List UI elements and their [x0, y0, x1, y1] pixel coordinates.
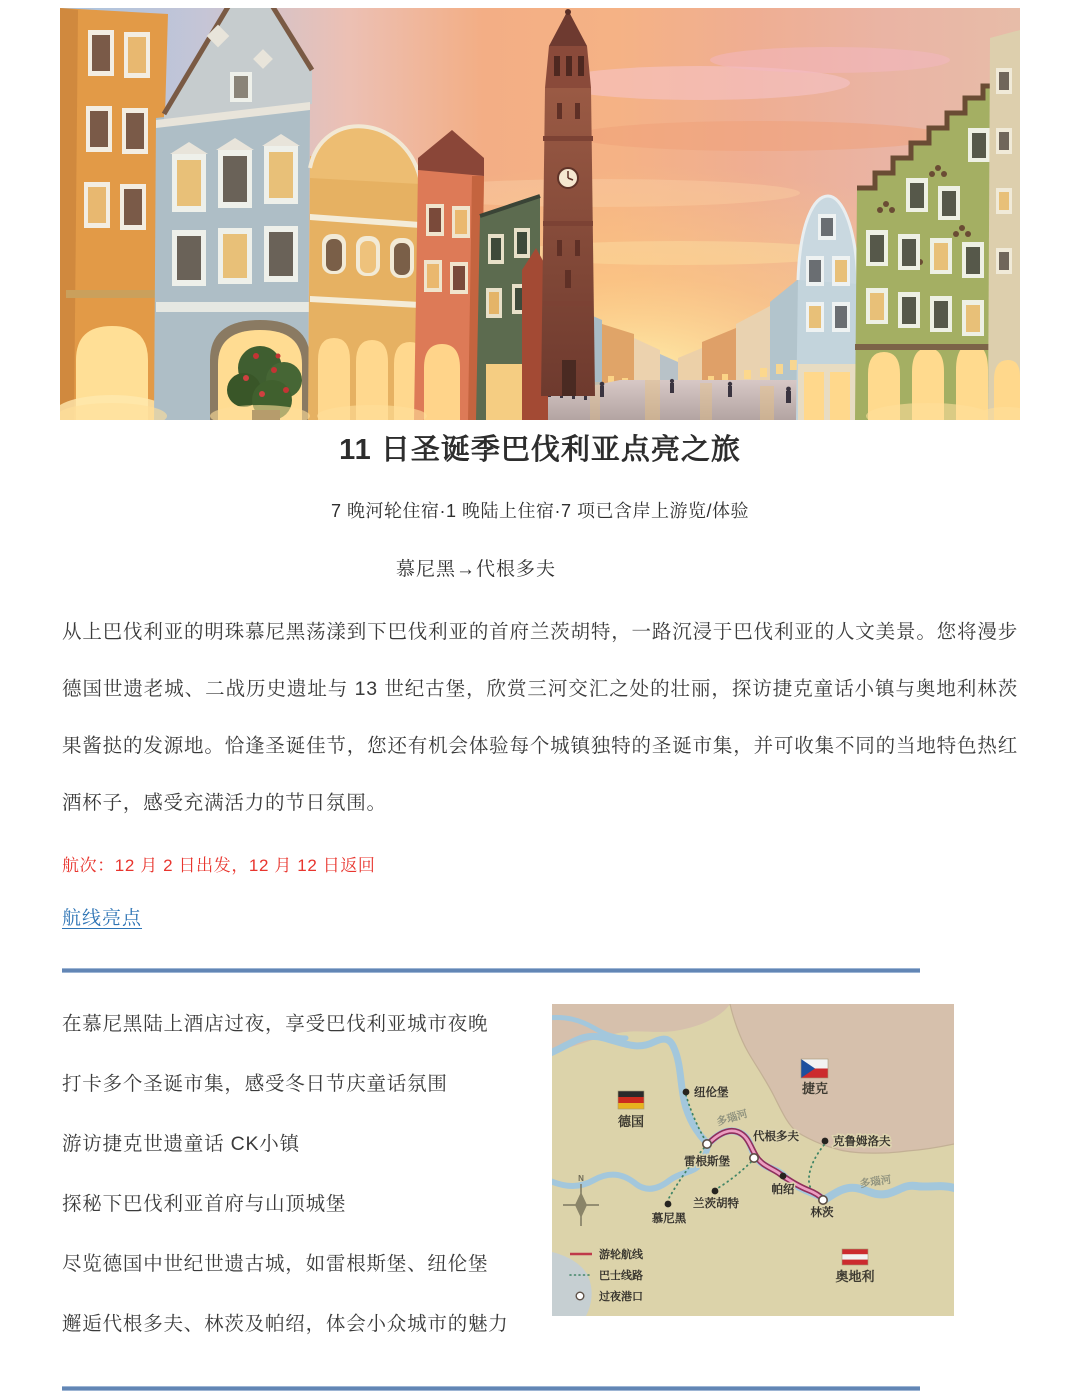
hero-building-yellow-baroque [308, 126, 426, 420]
hero-photo [60, 8, 1020, 420]
map-city-regensburg [684, 1154, 730, 1168]
page-title: 11 日圣诞季巴伐利亚点亮之旅 [339, 434, 741, 466]
svg-text:帕绍: 帕绍 [771, 1184, 795, 1197]
highlight-item: 打卡多个圣诞市集，感受冬日节庆童话氛围 [62, 1073, 448, 1096]
highlight-item: 尽览德国中世纪世遗古城，如雷根斯堡、纽伦堡 [62, 1253, 489, 1276]
hero-building-blue-baroque [796, 196, 858, 420]
route-highlights-link[interactable]: 航线亮点 [62, 908, 143, 930]
highlight-item: 邂逅代根多夫、林茨及帕绍，体会小众城市的魅力 [62, 1313, 509, 1336]
hero-building-amber [60, 8, 170, 420]
highlights-section [62, 1004, 1018, 1371]
map-country-czech: 捷克 [801, 1081, 829, 1097]
svg-text:游轮航线: 游轮航线 [599, 1249, 643, 1262]
departure-dates: 航次：12 月 2 日出发，12 月 12 日返回 [62, 856, 376, 876]
map-country-germany: 德国 [617, 1114, 645, 1130]
svg-text:代根多夫: 代根多夫 [753, 1131, 799, 1144]
austria-flag-icon [842, 1249, 868, 1265]
svg-text:过夜港口: 过夜港口 [599, 1291, 643, 1304]
intro-paragraph: 从上巴伐利亚的明珠慕尼黑荡漾到下巴伐利亚的首府兰茨胡特，一路沉浸于巴伐利亚的人文美景。您将漫步德国世遗老城、二战历史遗址与 13 世纪古堡，欣赏三河交汇之处的壮丽，探访捷克童话小镇与奥地利林茨果酱挞的发源地。恰逢圣诞佳节，您还有机会体验每个城镇独特的圣诞市集，并可收集不同的当地特色热红酒杯子，感受充满活力的节日氛围。 [62, 620, 1018, 814]
highlight-list [62, 1004, 548, 1371]
svg-text:慕尼黑: 慕尼黑 [651, 1213, 687, 1226]
hero-building-coral [414, 130, 484, 420]
section-divider-bottom [62, 1386, 920, 1391]
svg-text:雷根斯堡: 雷根斯堡 [684, 1156, 730, 1169]
svg-text:巴士线路: 巴士线路 [599, 1270, 643, 1283]
route-map [552, 1004, 954, 1316]
svg-text:纽伦堡: 纽伦堡 [694, 1087, 729, 1100]
trip-subtitle: 7 晚河轮住宿·1 晚陆上住宿·7 项已含岸上游览/体验 [330, 500, 750, 521]
highlight-item: 游访捷克世遗童话 CK小镇 [62, 1133, 300, 1156]
svg-text:克鲁姆洛夫: 克鲁姆洛夫 [833, 1136, 891, 1149]
svg-text:N: N [578, 1174, 584, 1184]
river-label-danube-west: 多瑙河 [715, 1108, 749, 1129]
river-label-danube-east: 多瑙河 [859, 1174, 893, 1191]
svg-text:兰茨胡特: 兰茨胡特 [693, 1198, 739, 1211]
germany-flag-icon [618, 1091, 644, 1109]
czech-flag-icon [801, 1059, 828, 1078]
section-divider-top [62, 968, 920, 973]
map-country-austria: 奥地利 [835, 1269, 875, 1285]
hero-building-cream-edge [988, 30, 1020, 420]
highlight-item: 在慕尼黑陆上酒店过夜，享受巴伐利亚城市夜晚 [62, 1013, 489, 1036]
highlight-item: 探秘下巴伐利亚首府与山顶城堡 [62, 1193, 347, 1216]
svg-text:林茨: 林茨 [810, 1207, 834, 1220]
map-city-linz [811, 1205, 834, 1219]
map-city-deggendorf [753, 1129, 799, 1143]
trip-route: 慕尼黑→代根多夫 [395, 558, 556, 580]
